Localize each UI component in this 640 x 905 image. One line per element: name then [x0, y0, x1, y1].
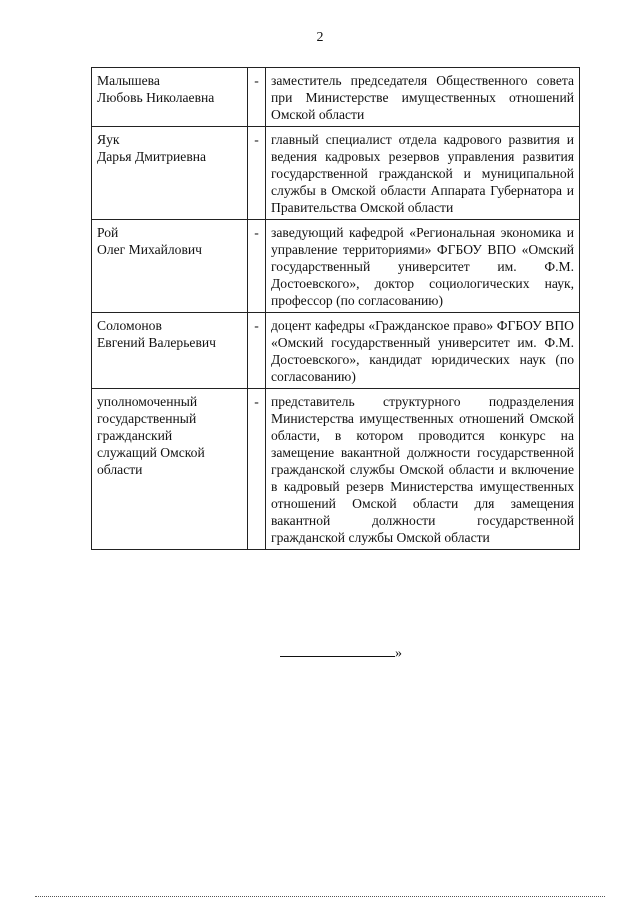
dash-separator: -: [248, 220, 266, 313]
member-role-line: гражданский: [97, 428, 173, 443]
closing-quote: »: [395, 646, 402, 661]
member-role-cell: [92, 389, 248, 550]
table-row: [92, 389, 580, 550]
member-name-cell: [92, 127, 248, 220]
table-row: [92, 313, 580, 389]
member-position: представитель структурного подразделения Министерства имущественных отношений Омской области, в котором проводится конкурс на замещение вакантной должности государственной гражданской службы Омской области и включение в кадровый резерв Министерства имущественных отношений Омской области для замещения вакантной должности государственной гражданской службы Омской области: [266, 389, 580, 550]
member-role-line: уполномоченный: [97, 394, 198, 409]
closing-line: [280, 644, 402, 662]
dash-separator: -: [248, 389, 266, 550]
commission-members-table: [91, 67, 580, 550]
table-row: [92, 68, 580, 127]
table-row: [92, 220, 580, 313]
member-given-names: Любовь Николаевна: [97, 90, 215, 105]
member-given-names: Олег Михайлович: [97, 242, 203, 257]
scan-footer-marks: [35, 896, 605, 901]
member-name-cell: [92, 313, 248, 389]
member-given-names: Евгений Валерьевич: [97, 335, 216, 350]
table-row: [92, 127, 580, 220]
member-position: главный специалист отдела кадрового развития и ведения кадровых резервов управления развития государственной гражданской и муниципальной службы в Омской области Аппарата Губернатора и Правительства Омской области: [266, 127, 580, 220]
member-name-cell: [92, 68, 248, 127]
member-surname: Соломонов: [97, 318, 162, 333]
blank-underline: [280, 644, 395, 657]
member-surname: Рой: [97, 225, 119, 240]
member-role-line: области: [97, 462, 143, 477]
dash-separator: -: [248, 127, 266, 220]
dash-separator: -: [248, 68, 266, 127]
member-surname: Малышева: [97, 73, 160, 88]
member-given-names: Дарья Дмитриевна: [97, 149, 207, 164]
member-position: заместитель председателя Общественного совета при Министерстве имущественных отношений Омской области: [266, 68, 580, 127]
page-number: 2: [316, 30, 324, 45]
member-role-line: государственный: [97, 411, 197, 426]
member-role-line: служащий Омской: [97, 445, 205, 460]
member-position: доцент кафедры «Гражданское право» ФГБОУ ВПО «Омский государственный университет им. Ф.М. Достоевского», кандидат юридических наук (по согласованию): [266, 313, 580, 389]
dash-separator: -: [248, 313, 266, 389]
member-surname: Яук: [97, 132, 120, 147]
member-position: заведующий кафедрой «Региональная экономика и управление территориями» ФГБОУ ВПО «Омский государственный университет им. Ф.М. Достоевского», доктор социологических наук, профессор (по согласованию): [266, 220, 580, 313]
member-name-cell: [92, 220, 248, 313]
